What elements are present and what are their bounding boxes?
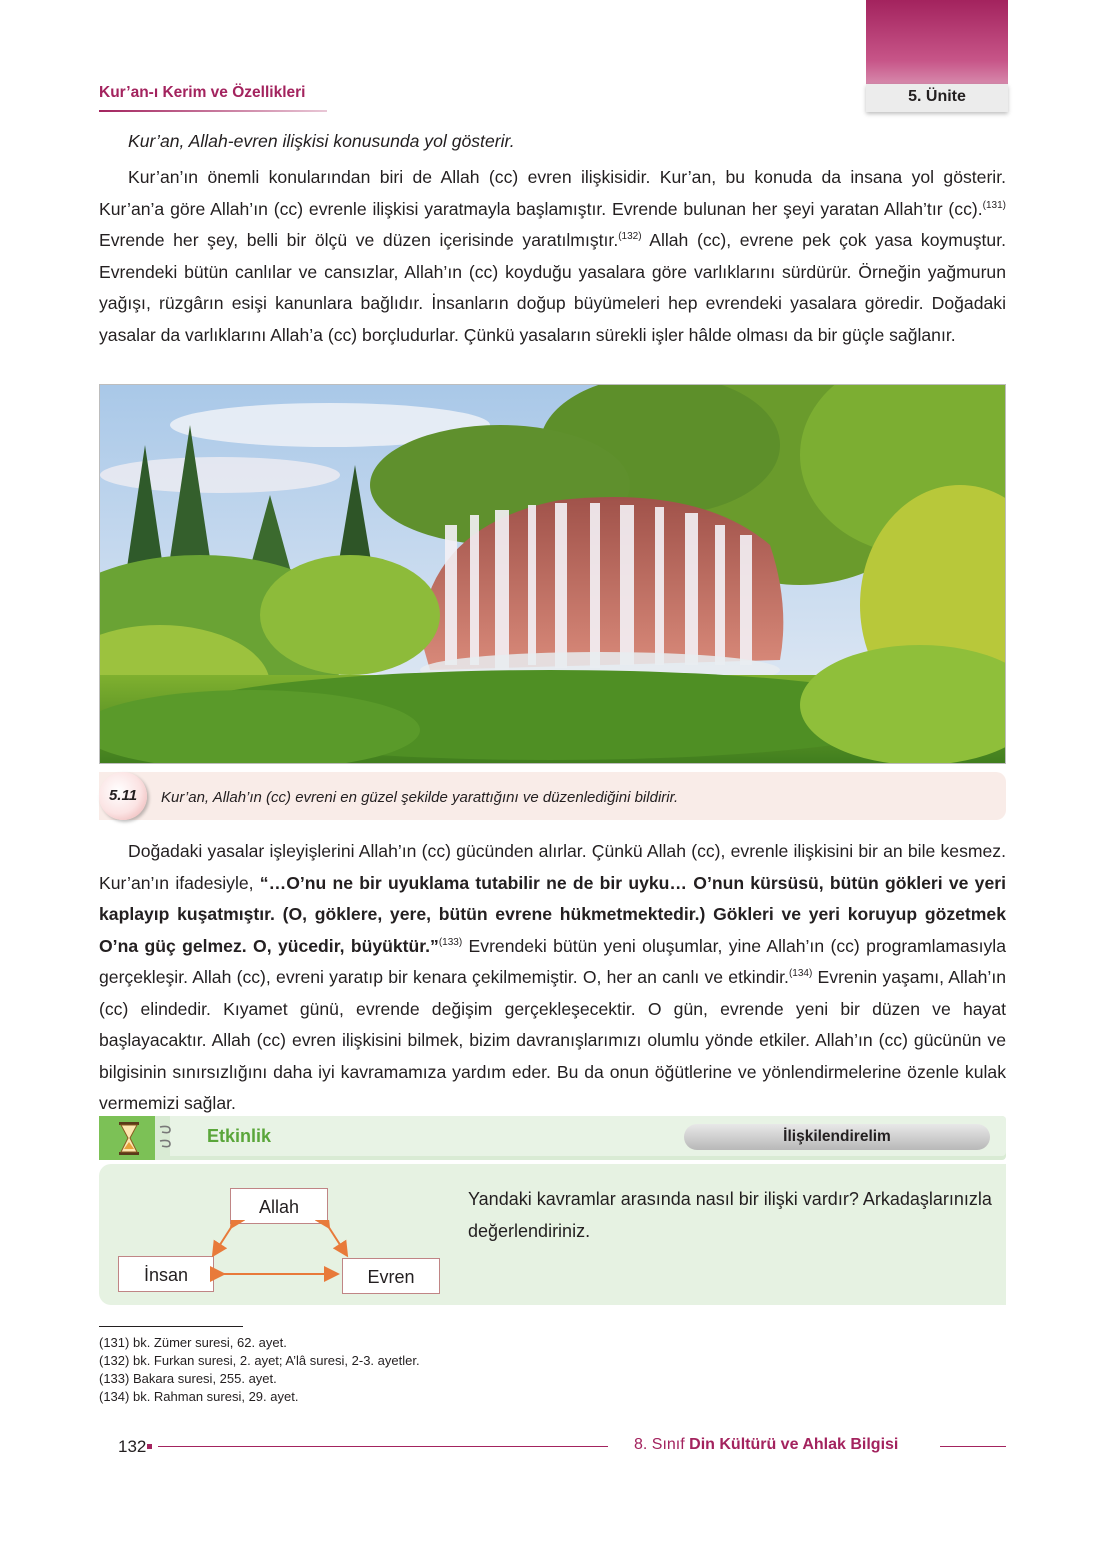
- verse-quote: “…O’nu ne bir uyuklama tutabilir ne de bir uyku… O’nun kürsüsü, bütün gökleri ve yeri kaplayıp kuşatmıştır. (O, göklere, yere, bütün evrene hükmetmektedir.) Gökleri ve yeri koruyup gözetmek O’na güç gelmez. O, yücedir, büyüktür.”: [99, 872, 1006, 956]
- footnote-divider: [99, 1326, 243, 1327]
- footnote-ref-133: (133): [438, 936, 463, 948]
- figure-caption: Kur’an, Allah’ın (cc) evreni en güzel şekilde yarattığını ve düzenlediğini bildirir.: [161, 789, 679, 806]
- activity-subtitle: İlişkilendirelim: [684, 1124, 990, 1150]
- paragraph-1: [99, 162, 1006, 351]
- binder-rings-icon: [157, 1122, 173, 1152]
- footnotes: [99, 1334, 420, 1406]
- section-intro: Kur’an, Allah-evren ilişkisi konusunda yol gösterir.: [128, 131, 515, 151]
- activity-question: Yandaki kavramlar arasında nasıl bir ilişki vardır? Arkadaşlarınızla değerlendiriniz.: [468, 1189, 992, 1241]
- paragraph-2: [99, 836, 1006, 1120]
- footer-dot: [147, 1444, 152, 1449]
- footer-rule-left: [158, 1446, 608, 1447]
- footnote-132: (132) bk. Furkan suresi, 2. ayet; A’lâ suresi, 2-3. ayetler.: [99, 1353, 420, 1368]
- para1-text-2: Evrende her şey, belli bir ölçü ve düzen içerisinde yaratılmıştır.: [99, 230, 619, 250]
- footnote-ref-131: (131): [982, 199, 1006, 211]
- footnote-ref-132: (132): [618, 231, 642, 242]
- para1-text-3: Allah (cc), evrene pek çok yasa koymuştur. Evrendeki bütün canlılar ve cansızlar, Allah’ın (cc) koyduğu yasalara göre varlıklarını sürdürür. Örneğin yağmurun yağışı, rüzgârın esişi kanunlara bağlıdır. İnsanların doğup büyümeleri hep evrendeki yasalara göredir. Doğadaki yasalar da varlıklarını Allah’a (cc) borçludurlar. Çünkü yasaların sürekli işler hâlde olması da bir güçle sağlanır.: [99, 230, 1006, 345]
- book-grade: 8. Sınıf: [634, 1436, 690, 1453]
- activity-title: Etkinlik: [207, 1126, 272, 1146]
- footnote-133: (133) Bakara suresi, 255. ayet.: [99, 1371, 277, 1386]
- hourglass-icon: [99, 1116, 155, 1160]
- footer-rule-right: [940, 1446, 1006, 1447]
- relation-arrows: [200, 1220, 360, 1290]
- concept-insan: İnsan: [118, 1256, 214, 1292]
- concept-evren: Evren: [342, 1258, 440, 1294]
- concept-allah: Allah: [230, 1188, 328, 1224]
- para2-text-1: Doğadaki yasalar işleyişlerini Allah’ın (cc) gücünden alırlar. Çünkü Allah (cc), evrenle ilişkisini bir an bile kesmez. Kur’an’ın ifadesiyle,: [99, 841, 1006, 893]
- footnote-ref-134: (134): [788, 968, 813, 979]
- figure-number-badge: 5.11: [99, 772, 147, 820]
- unit-label: 5. Ünite: [908, 88, 966, 105]
- book-name: Din Kültürü ve Ahlak Bilgisi: [689, 1436, 899, 1453]
- footnote-131: (131) bk. Zümer suresi, 62. ayet.: [99, 1335, 287, 1350]
- chapter-underline: [99, 110, 327, 112]
- book-title: [634, 1436, 898, 1454]
- chapter-title: Kur’an-ı Kerim ve Özellikleri: [99, 84, 306, 101]
- footnote-134: (134) bk. Rahman suresi, 29. ayet.: [99, 1389, 299, 1404]
- para2-text-3: Evrenin yaşamı, Allah’ın (cc) elindedir. Kıyamet günü, evrende değişim gerçekleşecektir. O gün, evrende yeni bir düzen ve hayat başlayacaktır. Allah (cc) evren ilişkisini bilmek, bizim davranışlarımızı olumlu yönde etkiler. Allah’ın (cc) gücünün ve bilgisinin sınırsızlığını daha iyi kavramamıza yardım eder. Bu da onun öğütlerine ve yönlendirmelerine özenle kulak vermemizi sağlar.: [99, 967, 1006, 1113]
- para2-text-2: Evrendeki bütün yeni oluşumlar, yine Allah’ın (cc) programlamasıyla gerçekleşir. Allah (cc), evreni yaratıp bir kenara çekilmemiştir. O, her an canlı ve etkindir.: [99, 935, 1006, 987]
- waterfall-photo: [99, 384, 1006, 764]
- page-number: 132: [118, 1437, 147, 1456]
- para1-text-1: Kur’an’ın önemli konularından biri de Allah (cc) evren ilişkisidir. Kur’an, bu konuda da insana yol gösterir. Kur’an’a göre Allah’ın (cc) evrenle ilişkisi yaratmayla başlamıştır. Evrende bulunan her şeyi yaratan Allah’tır (cc).: [99, 167, 1006, 219]
